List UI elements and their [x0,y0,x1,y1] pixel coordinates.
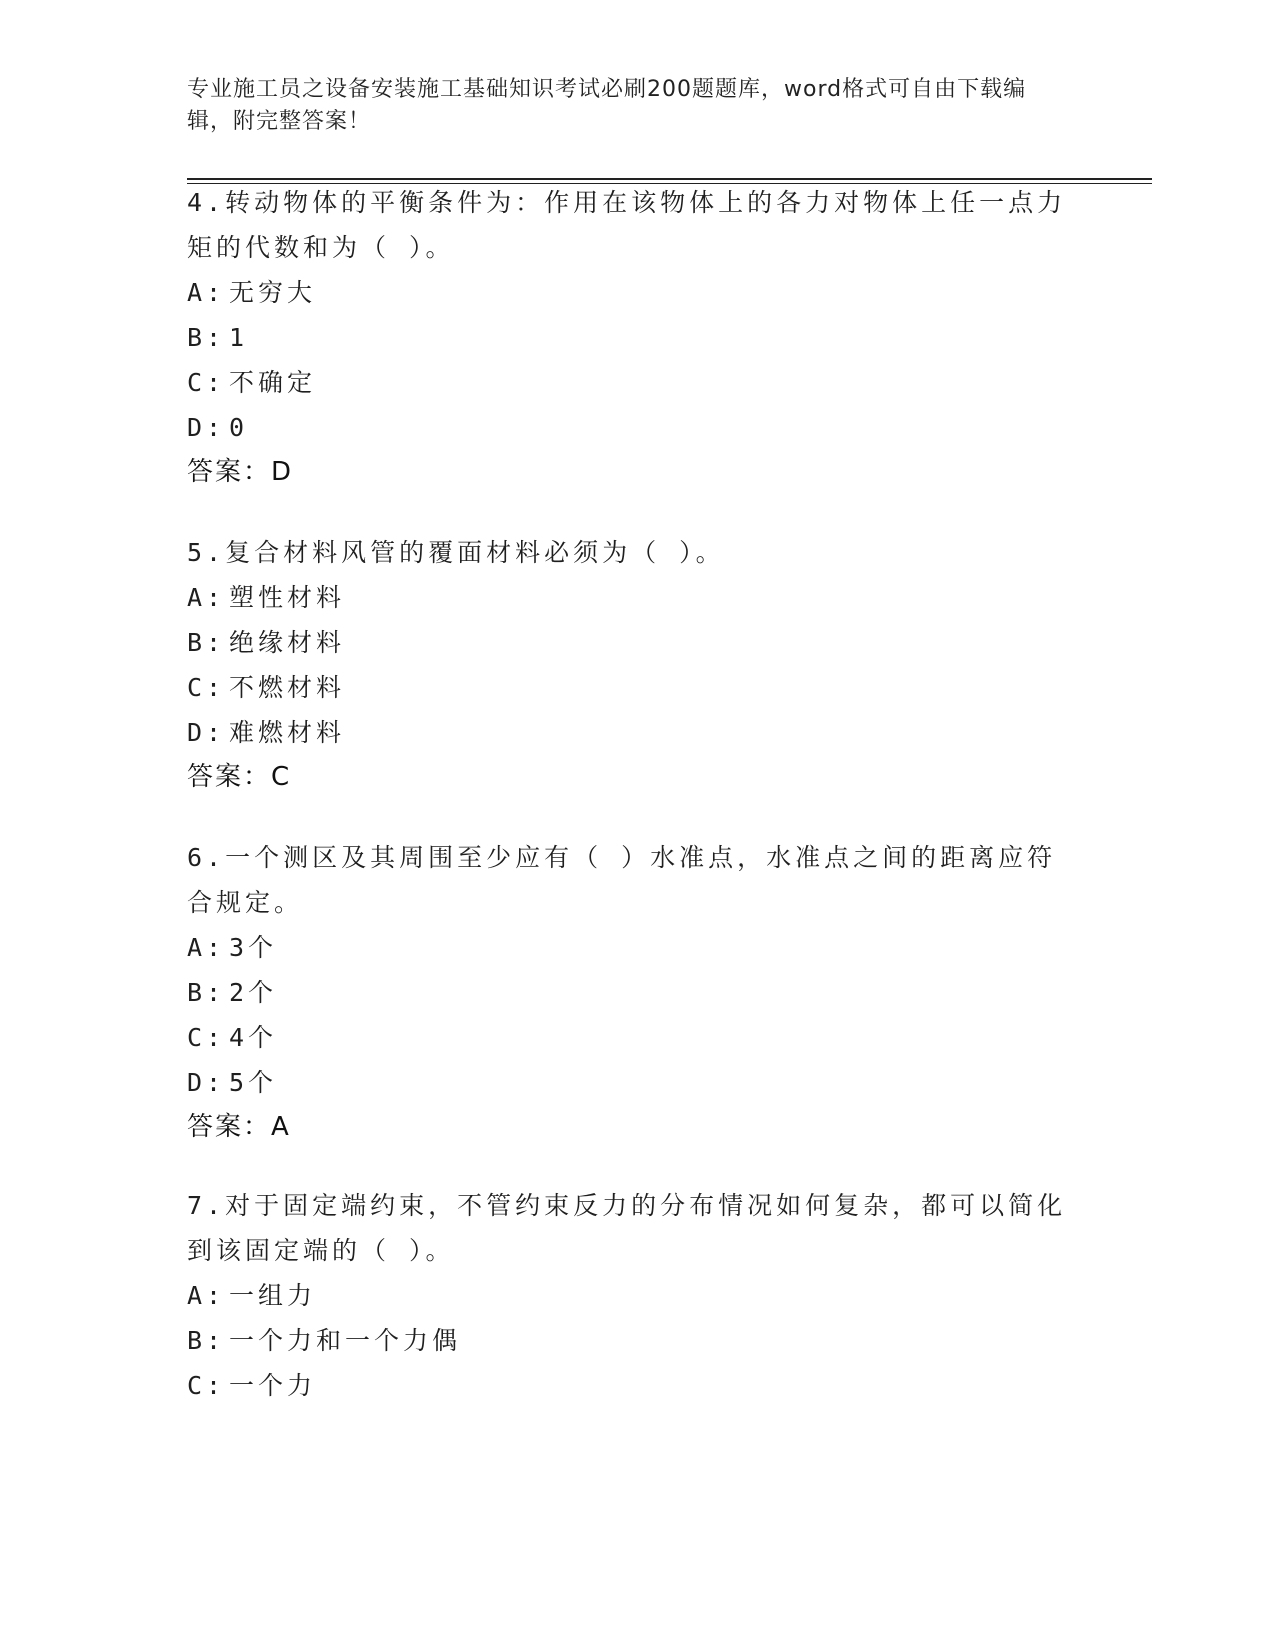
option-text: 一个力和一个力偶 [229,1326,462,1355]
option-text: 1 [229,323,249,352]
option-a [187,575,1067,620]
question-block-7 [187,1183,1067,1408]
option-letter: A: [187,583,226,612]
option-b [187,620,1067,665]
question-block-4 [187,180,1067,494]
question-stem: 7.对于固定端约束，不管约束反力的分布情况如何复杂，都可以简化到该固定端的（ ）。 [187,1191,1067,1265]
option-text: 4个 [229,1023,278,1052]
option-c [187,1363,1067,1408]
question-stem: 4.转动物体的平衡条件为：作用在该物体上的各力对物体上任一点力矩的代数和为（ ）。 [187,188,1067,262]
option-letter: C: [187,1023,226,1052]
answer-label: 答案：A [187,1112,291,1142]
question-block-5 [187,530,1067,799]
option-c [187,360,1067,405]
option-text: 一个力 [229,1371,317,1400]
option-letter: D: [187,718,226,747]
option-letter: B: [187,978,226,1007]
option-text: 不确定 [229,368,317,397]
option-b [187,970,1067,1015]
option-text: 一组力 [229,1281,317,1310]
option-c [187,665,1067,710]
option-letter: B: [187,1326,226,1355]
option-text: 0 [229,413,249,442]
answer-label: 答案：D [187,457,294,487]
question-stem: 6.一个测区及其周围至少应有（ ）水准点，水准点之间的距离应符合规定。 [187,843,1057,917]
option-text: 不燃材料 [229,673,346,702]
option-text: 2个 [229,978,278,1007]
option-b [187,1318,1067,1363]
option-text: 无穷大 [229,278,317,307]
option-letter: A: [187,1281,226,1310]
option-a [187,925,1067,970]
option-text: 难燃材料 [229,718,346,747]
option-d [187,405,1067,450]
option-letter: D: [187,1068,226,1097]
option-text: 5个 [229,1068,278,1097]
option-d [187,1060,1067,1105]
option-b [187,315,1067,360]
option-a [187,1273,1067,1318]
option-letter: C: [187,368,226,397]
option-text: 3个 [229,933,278,962]
option-letter: C: [187,673,226,702]
option-letter: D: [187,413,226,442]
document-page [187,0,1152,1650]
document-header: 专业施工员之设备安装施工基础知识考试必刷200题题库，word格式可自由下载编辑，附完整答案！ [187,77,1027,134]
question-stem: 5.复合材料风管的覆面材料必须为（ ）。 [187,538,725,567]
option-letter: C: [187,1371,226,1400]
option-letter: A: [187,933,226,962]
option-d [187,710,1067,755]
question-block-6 [187,835,1067,1149]
option-c [187,1015,1067,1060]
answer-label: 答案：C [187,762,292,792]
option-text: 塑性材料 [229,583,346,612]
option-letter: B: [187,628,226,657]
option-text: 绝缘材料 [229,628,346,657]
option-letter: B: [187,323,226,352]
option-letter: A: [187,278,226,307]
option-a [187,270,1067,315]
